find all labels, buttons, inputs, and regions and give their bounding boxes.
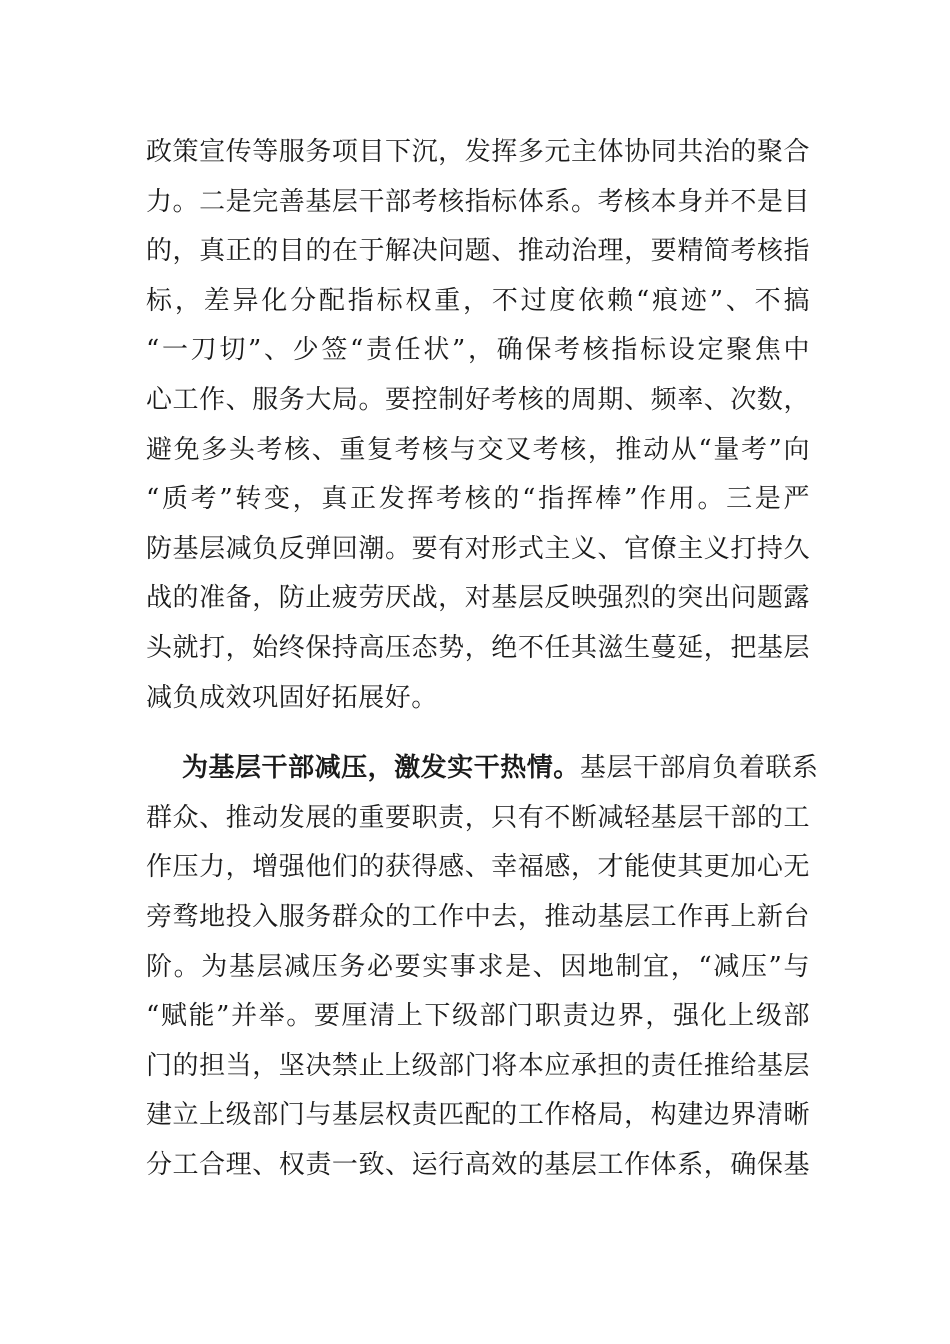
paragraph-2-line: 阶。为基层减压务必要实事求是、因地制宜，“减压”与 <box>146 951 810 982</box>
paragraph-2-line: 门的担当，坚决禁止上级部门将本应承担的责任推给基层 <box>146 1050 810 1081</box>
paragraph-2-line: 建立上级部门与基层权责匹配的工作格局，构建边界清晰 <box>146 1100 810 1131</box>
paragraph-1-line: 防基层减负反弹回潮。要有对形式主义、官僚主义打持久 <box>146 533 810 564</box>
paragraph-2-first-line-text: 基层干部肩负着联系 <box>579 753 819 784</box>
paragraph-1-line: 避免多头考核、重复考核与交叉考核，推动从“量考”向 <box>146 434 810 465</box>
paragraph-2-line: 旁骛地投入服务群众的工作中去，推动基层工作再上新台 <box>146 901 810 932</box>
paragraph-1-line: 政策宣传等服务项目下沉，发挥多元主体协同共治的聚合 <box>146 137 810 167</box>
paragraph-2 <box>146 744 819 1190</box>
paragraph-1 <box>146 128 810 723</box>
paragraph-1-line: 标，差异化分配指标权重，不过度依赖“痕迹”、不搞 <box>146 285 810 316</box>
paragraph-1-line: 的，真正的目的在于解决问题、推动治理，要精简考核指 <box>146 236 810 267</box>
paragraph-1-line: 减负成效巩固好拓展好。 <box>146 682 438 713</box>
paragraph-spacing <box>146 723 810 744</box>
paragraph-1-line: 战的准备，防止疲劳厌战，对基层反映强烈的突出问题露 <box>146 583 810 614</box>
paragraph-1-line: 力。二是完善基层干部考核指标体系。考核本身并不是目 <box>146 186 810 217</box>
paragraph-2-line: “赋能”并举。要厘清上下级部门职责边界，强化上级部 <box>146 1001 810 1032</box>
paragraph-heading: 为基层干部减压，激发实干热情。 <box>182 753 580 784</box>
body-text <box>146 128 819 1190</box>
paragraph-2-line: 作压力，增强他们的获得感、幸福感，才能使其更加心无 <box>146 852 810 883</box>
paragraph-1-line: 头就打，始终保持高压态势，绝不任其滋生蔓延，把基层 <box>146 632 810 663</box>
paragraph-1-line: 心工作、服务大局。要控制好考核的周期、频率、次数， <box>146 384 810 415</box>
paragraph-1-line: “一刀切”、少签“责任状”，确保考核指标设定聚焦中 <box>146 335 810 366</box>
paragraph-2-first-line <box>146 744 819 794</box>
paragraph-2-line: 分工合理、权责一致、运行高效的基层工作体系，确保基 <box>146 1149 810 1180</box>
paragraph-1-line: “质考”转变，真正发挥考核的“指挥棒”作用。三是严 <box>146 484 810 515</box>
paragraph-2-line: 群众、推动发展的重要职责，只有不断减轻基层干部的工 <box>146 802 810 833</box>
